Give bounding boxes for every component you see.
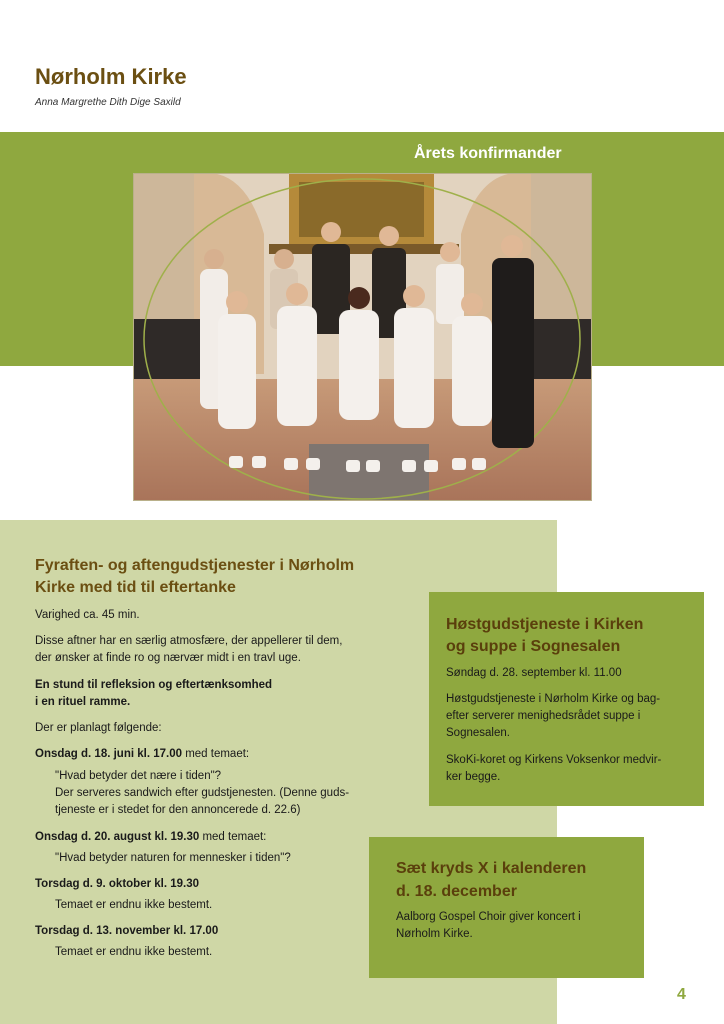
highlight-line: i en rituel ramme. [35,696,131,708]
highlight-line: En stund til refleksion og eftertænksomhed [35,679,273,691]
harvest-date: Søndag d. 28. september kl. 11.00 [446,667,622,679]
harvest-text: Høstgudstjeneste i Nørholm Kirke og bag- [446,693,661,705]
calendar-heading: Sæt kryds X i kalenderen [396,860,587,877]
harvest-text: SkoKi-koret og Kirkens Voksenkor medvir- [446,754,662,766]
event-date: Torsdag d. 13. november kl. 17.00 [35,925,219,937]
event-line: Temaet er endnu ikke bestemt. [55,899,213,911]
harvest-box [429,592,704,806]
confirmands-photo [133,173,592,501]
harvest-text: efter serverer menighedsrådet suppe i [446,710,641,722]
event-date: Onsdag d. 18. juni kl. 17.00 [35,748,182,760]
calendar-text: Nørholm Kirke. [396,928,473,940]
harvest-heading: Høstgudstjeneste i Kirken [446,616,644,633]
event-date-line [35,746,249,763]
duration-text: Varighed ca. 45 min. [35,609,140,621]
calendar-text: Aalborg Gospel Choir giver koncert i [396,911,581,923]
event-line: "Hvad betyder det nære i tiden"? [55,770,222,782]
harvest-text: Sognesalen. [446,727,510,739]
feature-heading: Årets konfirmander [414,145,562,162]
article-heading: Fyraften- og aftengudstjenester i Nørholm Kirke med tid til eftertanke [35,557,355,596]
event-suffix: med temaet: [182,748,250,760]
event-line: tjeneste er i stedet for den annoncerede d. 22.6) [55,804,301,816]
author-byline: Anna Margrethe Dith Dige Saxild [35,97,181,108]
event-suffix: med temaet: [199,831,267,843]
page-title: Nørholm Kirke [35,64,187,89]
intro-line: der ønsker at finde ro og nærvær midt i en travl uge. [35,652,301,664]
harvest-heading: og suppe i Sognesalen [446,638,621,655]
calendar-heading: d. 18. december [396,883,517,900]
event-line: Der serveres sandwich efter gudstjenesten. (Denne guds- [55,787,350,799]
intro-line: Disse aftner har en særlig atmosfære, der appellerer til dem, [35,635,343,647]
page-number: 4 [677,986,686,1003]
event-date: Torsdag d. 9. oktober kl. 19.30 [35,878,200,890]
event-date: Onsdag d. 20. august kl. 19.30 [35,831,200,843]
event-line: "Hvad betyder naturen for mennesker i tiden"? [55,852,291,864]
event-date-line [35,876,199,893]
event-date-line [35,923,218,940]
planned-text: Der er planlagt følgende: [35,722,162,734]
calendar-box [369,837,644,978]
event-line: Temaet er endnu ikke bestemt. [55,946,213,958]
event-date-line [35,829,266,846]
harvest-text: ker begge. [446,771,501,783]
